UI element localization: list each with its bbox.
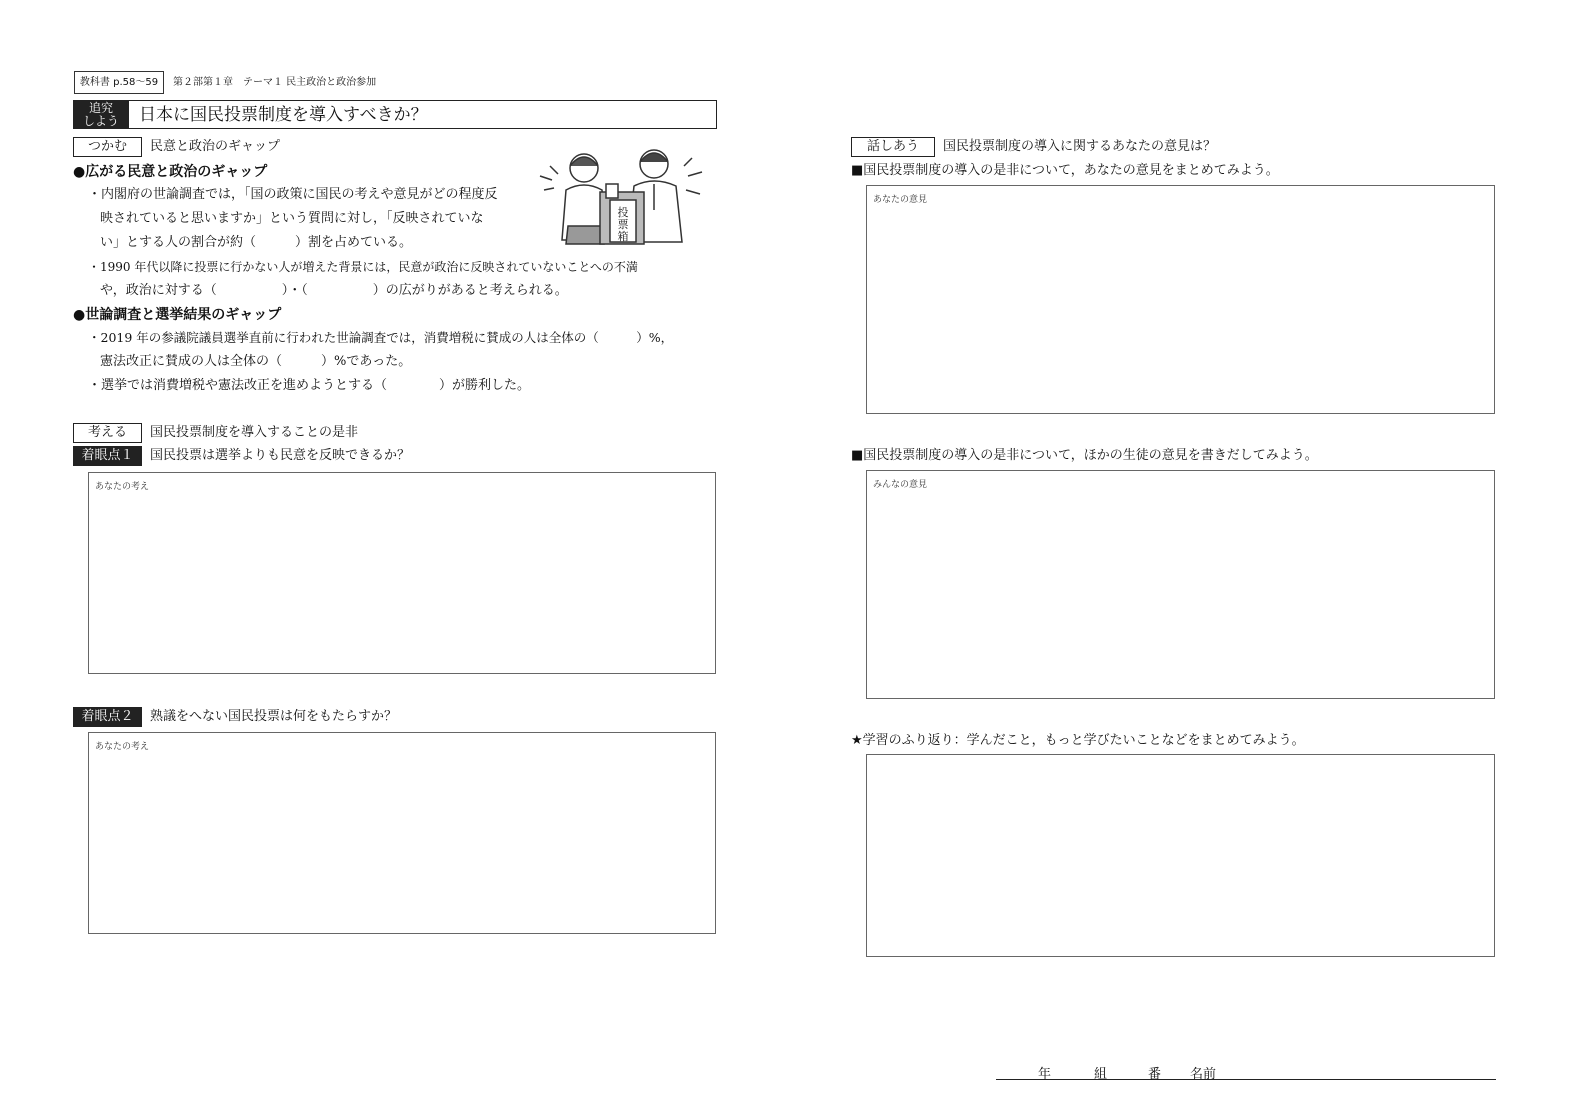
point2-box-label: あなたの考え xyxy=(95,742,150,752)
chapter-label: 第２部第１章 テーマ１ 民主政治と政治参加 xyxy=(173,77,377,88)
footer-year: 年 xyxy=(1038,1067,1052,1082)
section1-line-4: ・1990 年代以降に投票に行かない人が増えた背景には，民意が政治に反映されていないことへの不満 xyxy=(88,260,638,274)
tag-hanashiau: 話しあう xyxy=(851,137,935,157)
q1-text: ■国民投票制度の導入の是非について，あなたの意見をまとめてみよう。 xyxy=(851,163,1279,178)
tag-point2: 着眼点２ xyxy=(73,707,142,727)
section1-line-3: い」とする人の割合が約（ ）割を占めている。 xyxy=(100,235,413,250)
ballot-box-text-1: 投 xyxy=(617,206,629,219)
point1-answer-box[interactable] xyxy=(88,472,716,674)
section2-heading: ●世論調査と選挙結果のギャップ xyxy=(73,307,282,323)
section1-line-2: 映されていると思いますか」という質問に対し，「反映されていな xyxy=(100,211,484,226)
footer-class: 組 xyxy=(1094,1067,1108,1082)
point2-question: 熟議をへない国民投票は何をもたらすか？ xyxy=(150,709,398,724)
title-badge-line2: しよう xyxy=(82,114,119,128)
voting-students-illustration xyxy=(536,140,708,248)
q1-answer-box[interactable] xyxy=(866,185,1495,414)
footer-name-line xyxy=(996,1061,1496,1080)
ballot-box-text-2: 票 xyxy=(617,218,629,231)
ballot-box-text-3: 箱 xyxy=(617,230,629,243)
textbook-ref-box xyxy=(74,71,164,94)
hanashiau-heading: 国民投票制度の導入に関するあなたの意見は？ xyxy=(943,139,1217,154)
reflection-text: ★学習のふり返り：学んだこと，もっと学びたいことなどをまとめてみよう。 xyxy=(851,733,1305,748)
tag-point1: 着眼点１ xyxy=(73,446,142,466)
point1-question: 国民投票は選挙よりも民意を反映できるか？ xyxy=(150,448,411,463)
section2-line-3: ・選挙では消費増税や憲法改正を進めようとする（ ）が勝利した。 xyxy=(88,378,531,393)
page-title: 日本に国民投票制度を導入すべきか？ xyxy=(139,105,428,125)
point1-box-label: あなたの考え xyxy=(95,482,150,492)
tag-kangaeru: 考える xyxy=(73,423,142,443)
tsukamu-heading: 民意と政治のギャップ xyxy=(150,139,281,154)
reflection-answer-box[interactable] xyxy=(866,754,1495,957)
section1-line-5: や，政治に対する（ ）・（ ）の広がりがあると考えられる。 xyxy=(100,283,568,298)
section1-heading: ●広がる民意と政治のギャップ xyxy=(73,164,268,180)
section1-line-1: ・内閣府の世論調査では，「国の政策に国民の考えや意見がどの程度反 xyxy=(88,187,498,202)
q2-box-label: みんなの意見 xyxy=(873,480,928,490)
section2-line-1: ・2019 年の参議院議員選挙直前に行われた世論調査では，消費増税に賛成の人は全体の（ ）%， xyxy=(88,330,674,345)
point2-answer-box[interactable] xyxy=(88,732,716,934)
kangaeru-heading: 国民投票制度を導入することの是非 xyxy=(150,425,359,440)
title-badge xyxy=(73,100,129,129)
footer-name: 名前 xyxy=(1190,1067,1217,1082)
title-bar xyxy=(129,100,717,129)
q2-text: ■国民投票制度の導入の是非について，ほかの生徒の意見を書きだしてみよう。 xyxy=(851,448,1318,463)
q1-box-label: あなたの意見 xyxy=(873,195,928,205)
section2-line-2: 憲法改正に賛成の人は全体の（ ）%であった。 xyxy=(100,354,412,369)
tag-tsukamu: つかむ xyxy=(73,137,142,157)
footer-number: 番 xyxy=(1148,1067,1162,1082)
title-badge-line1: 追究 xyxy=(88,101,113,115)
textbook-ref: 教科書 p.58〜59 xyxy=(79,77,159,88)
voting-illustration-svg xyxy=(536,140,708,248)
q2-answer-box[interactable] xyxy=(866,470,1495,699)
